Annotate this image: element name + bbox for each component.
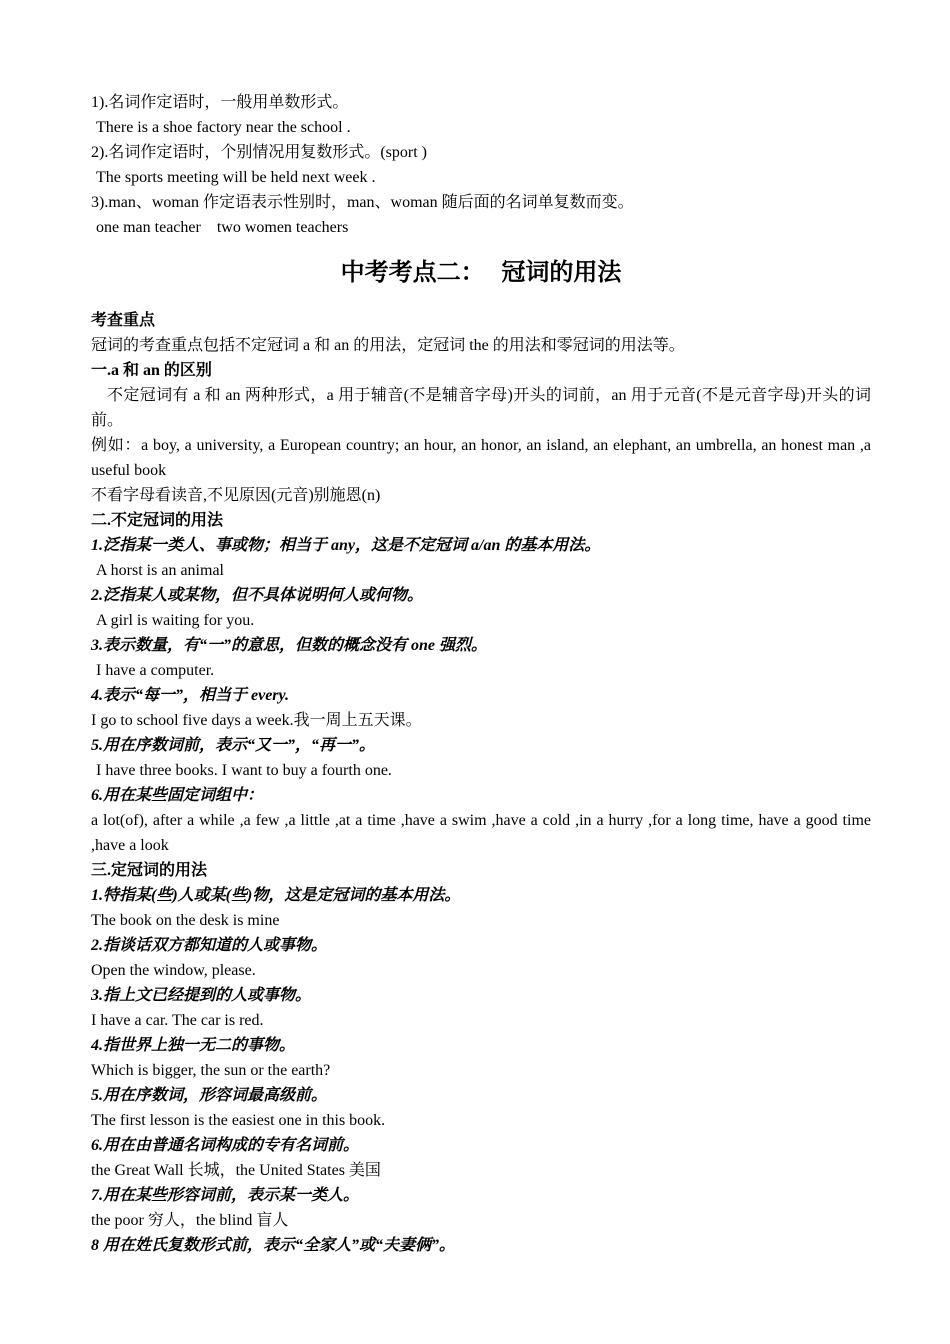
example-line: a lot(of), after a while ,a few ,a little ,at a time ,have a swim ,have a cold ,in a hurry ,for a long time, have a good time ,have a look — [91, 812, 871, 854]
document-page — [91, 90, 871, 1258]
rule-heading: 1.特指某(些)人或某(些)物，这是定冠词的基本用法。 — [91, 887, 461, 904]
rule-heading: 3.表示数量，有“一”的意思，但数的概念没有 one 强烈。 — [91, 637, 488, 654]
rule-heading: 3.指上文已经提到的人或事物。 — [91, 987, 312, 1004]
example-line: Which is bigger, the sun or the earth? — [91, 1062, 331, 1079]
example-line: A girl is waiting for you. — [96, 612, 255, 629]
example-line: A horst is an animal — [96, 562, 224, 579]
example-line: The book on the desk is mine — [91, 912, 280, 929]
example-line: the Great Wall 长城，the United States 美国 — [91, 1162, 381, 1179]
section-title: 中考考点二： 冠词的用法 — [340, 258, 622, 286]
rule-heading: 2.泛指某人或某物，但不具体说明何人或何物。 — [91, 587, 424, 604]
example-line: I have three books. I want to buy a fourth one. — [96, 762, 392, 779]
part3-heading: 三.定冠词的用法 — [91, 862, 208, 879]
rule-line: 1).名词作定语时，一般用单数形式。 — [91, 94, 349, 111]
example-line: The sports meeting will be held next week . — [96, 169, 376, 186]
example-line: I have a car. The car is red. — [91, 1012, 264, 1029]
focus-heading: 考查重点 — [91, 312, 156, 329]
example-line: the poor 穷人，the blind 盲人 — [91, 1212, 289, 1229]
rule-heading: 6.用在某些固定词组中： — [91, 787, 264, 804]
rule-heading: 8 用在姓氏复数形式前，表示“全家人”或“夫妻俩”。 — [91, 1237, 456, 1254]
part1-paragraph: 不定冠词有 a 和 an 两种形式，a 用于辅音(不是辅音字母)开头的词前，an 用于元音(不是元音字母)开头的词前。 — [91, 387, 871, 429]
example-line: I go to school five days a week.我一周上五天课。 — [91, 712, 422, 729]
example-line: There is a shoe factory near the school . — [96, 119, 351, 136]
example-line: Open the window, please. — [91, 962, 256, 979]
rule-heading: 4.指世界上独一无二的事物。 — [91, 1037, 296, 1054]
example-line: I have a computer. — [96, 662, 215, 679]
focus-text: 冠词的考查重点包括不定冠词 a 和 an 的用法，定冠词 the 的用法和零冠词的用法等。 — [91, 337, 685, 354]
example-line: one man teacher two women teachers — [96, 219, 349, 236]
rule-line: 2).名词作定语时，个别情况用复数形式。(sport ) — [91, 144, 427, 161]
rule-heading: 2.指谈话双方都知道的人或事物。 — [91, 937, 328, 954]
part1-heading: 一.a 和 an 的区别 — [91, 362, 212, 379]
rule-heading: 6.用在由普通名词构成的专有名词前。 — [91, 1137, 360, 1154]
part1-example: 例如：a boy, a university, a European country; an hour, an honor, an island, an elephant, an umbrella, an honest man ,a useful book — [91, 437, 871, 479]
rule-heading: 7.用在某些形容词前，表示某一类人。 — [91, 1187, 360, 1204]
example-line: The first lesson is the easiest one in this book. — [91, 1112, 386, 1129]
rule-line: 3).man、woman 作定语表示性别时，man、woman 随后面的名词单复数而变。 — [91, 194, 634, 211]
rule-heading: 1.泛指某一类人、事或物；相当于 any，这是不定冠词 a/an 的基本用法。 — [91, 537, 601, 554]
part1-tip: 不看字母看读音,不见原因(元音)别施恩(n) — [91, 487, 381, 504]
rule-heading: 5.用在序数词，形容词最高级前。 — [91, 1087, 328, 1104]
part2-heading: 二.不定冠词的用法 — [91, 512, 224, 529]
rule-heading: 4.表示“每一”，相当于 every. — [91, 687, 290, 704]
rule-heading: 5.用在序数词前，表示“又一”，“再一”。 — [91, 737, 376, 754]
